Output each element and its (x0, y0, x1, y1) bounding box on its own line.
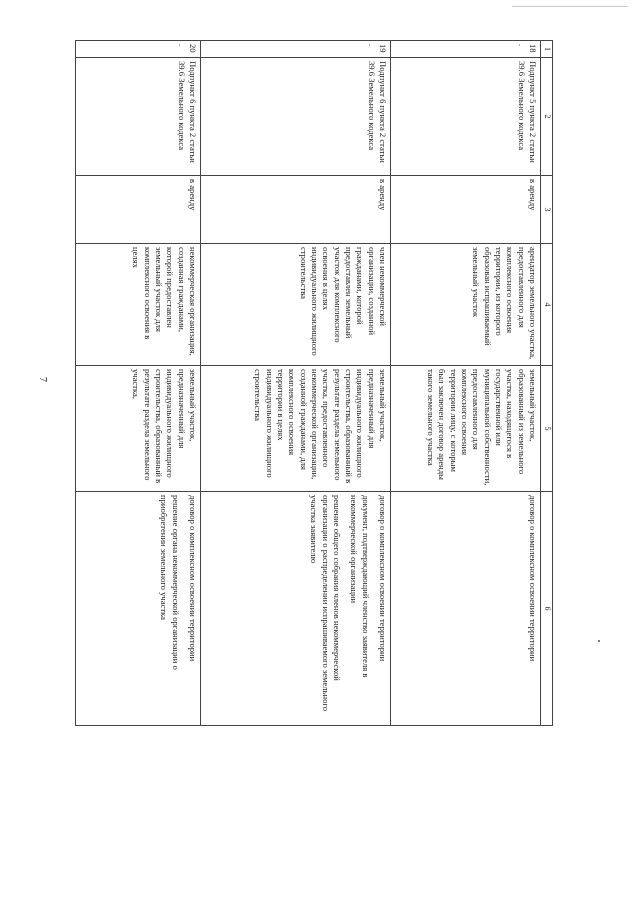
row-number: 18. (391, 41, 541, 58)
documents-cell (76, 492, 201, 726)
column-header: 1 (541, 41, 553, 58)
document-item: решение органа некоммерческой организации о приобретении земельного участка (159, 495, 181, 670)
table-row (391, 41, 541, 726)
provision-type-cell: в аренду (391, 176, 541, 244)
legal-basis-cell: Подпункт 6 пункта 2 статьи 39.6 Земельного кодекса (76, 58, 201, 176)
legal-basis-cell: Подпункт 6 пункта 2 статьи 39.6 Земельного кодекса (201, 58, 391, 176)
land-plot-cell: земельный участок, образованный из земельного участка, находящегося в государственной или муниципальной собственности, предоставленного для комплексного освоения территории лицу, с которым был заключен договор аренды такого земельного участка (391, 366, 541, 492)
documents-cell (201, 492, 391, 726)
column-header: 4 (541, 244, 553, 366)
applicant-cell: арендатор земельного участка, предоставленного для комплексного освоения территории, из которого образован испрашиваемый земельный участок (391, 244, 541, 366)
scan-border-line (512, 6, 628, 7)
applicant-cell: член некоммерческой организации, созданной гражданами, которой предоставлен земельный участок для комплексного освоения в целях индивидуального жилищного строительства (201, 244, 391, 366)
document-item: документ, подтверждающий членство заявителя в некоммерческой организации (349, 495, 371, 678)
row-number: 19. (201, 41, 391, 58)
document-item: договор о комплексном освоении территории (378, 495, 388, 662)
column-header: 5 (541, 366, 553, 492)
rotated-table-container (87, 40, 553, 725)
applicant-cell: некоммерческая организация, созданная гражданами, которой предоставлен земельный участок для комплексного освоения в целях (76, 244, 201, 366)
document-item: решение общего собрания членов некоммерческой организации о распределении испрашиваемого земельного участка заявителю (309, 495, 342, 712)
table-header-row (541, 41, 553, 726)
document-item: договор о комплексном освоении территории (528, 495, 538, 662)
document-item: договор о комплексном освоении территории (188, 495, 198, 662)
scan-speck (598, 640, 600, 642)
documents-cell (391, 492, 541, 726)
legal-basis-cell: Подпункт 5 пункта 2 статьи 39.6 Земельного кодекса (391, 58, 541, 176)
land-plot-cell: земельный участок, предназначенный для индивидуального жилищного строительства, образованный в результате раздела земельного участка, предоставленного некоммерческой организации, созданной гражданами, для комплексного освоения территории в целях индивидуального жилищного строительства (201, 366, 391, 492)
page-number: 7 (37, 377, 48, 382)
row-number: 20. (76, 41, 201, 58)
column-header: 3 (541, 176, 553, 244)
column-header: 2 (541, 58, 553, 176)
provision-type-cell: в аренду (201, 176, 391, 244)
provision-type-cell: в аренду (76, 176, 201, 244)
column-header: 6 (541, 492, 553, 726)
table-row (201, 41, 391, 726)
land-table (75, 40, 553, 726)
land-plot-cell: земельный участок, предназначенный для индивидуального жилищного строительства, образованный в результате раздела земельного участка, (76, 366, 201, 492)
table-row (76, 41, 201, 726)
